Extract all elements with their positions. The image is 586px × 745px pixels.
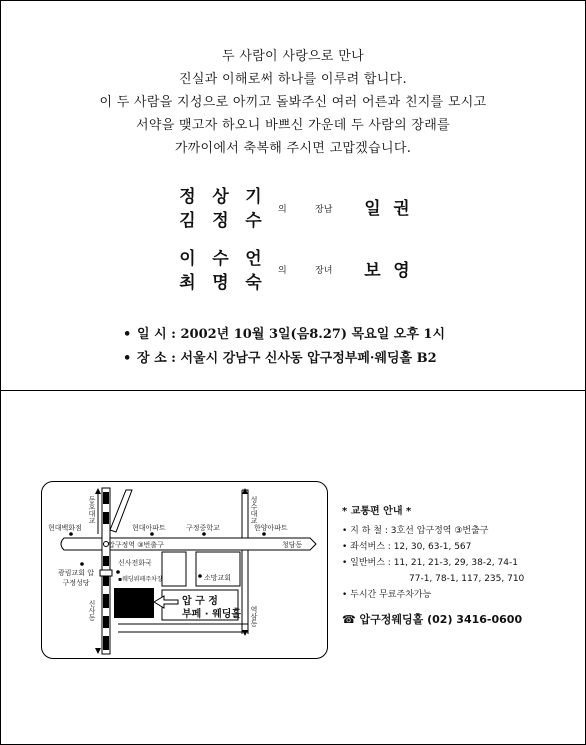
groom-name: 일 권: [364, 199, 410, 219]
date-line: • 일 시 : 2002년 10월 3일(음8.27) 목요일 오후 1시: [123, 327, 446, 342]
label-sinsa-phone: 신사전화국: [118, 559, 152, 567]
venue-label-1: 압 구 정: [182, 596, 218, 607]
venue-label-2: 부페 · 웨딩홀: [182, 609, 242, 620]
label-seongsu-bridge: 성수대교: [250, 496, 258, 524]
groom-mother: 김 정 수: [179, 211, 262, 231]
location-map: [41, 481, 328, 659]
invitation-line: 이 두 사람을 지성으로 아끼고 돌봐주신 여러 어른과 친지를 모시고: [99, 95, 487, 110]
label-dongho-bridge: 동호대교: [88, 496, 96, 524]
venue-building: [114, 588, 154, 618]
place-label: 장 소 :: [137, 351, 176, 366]
main-road: [61, 538, 316, 550]
bride-name: 보 영: [364, 261, 410, 281]
label-somang-church: 소망교회: [204, 574, 232, 582]
invitation-text: [1, 45, 585, 160]
diagonal-road: [110, 490, 132, 532]
transport-subway: • 지 하 철 : 3호선 압구정역 ③번출구: [342, 526, 489, 536]
label-hyundai-apt: 현대아파트: [132, 524, 166, 532]
place-value: 서울시 강남구 신사동 압구정부페·웨딩홀 B2: [180, 351, 437, 366]
label-yeoksam: 역삼동: [250, 606, 258, 627]
invitation-line: 진실과 이해로써 하나를 이루려 합니다.: [179, 72, 407, 87]
date-label: 일 시 :: [137, 327, 176, 342]
block: [162, 552, 186, 586]
transport-bus: • 일반버스 : 11, 21, 21-3, 29, 38-2, 74-1: [342, 558, 518, 568]
transport-info: [342, 502, 524, 627]
invitation-line: 가까이에서 축복해 주시면 고맙겠습니다.: [174, 141, 412, 156]
transport-bus-continued: 77-1, 78-1, 117, 235, 710: [409, 574, 525, 584]
invitation-line: 두 사람이 사랑으로 만나: [222, 49, 364, 64]
label-station: 압구정역 ③번출구: [108, 541, 164, 549]
bride-father: 이 수 언: [179, 249, 262, 269]
place-line: • 장 소 : 서울시 강남구 신사동 압구정부페·웨딩홀 B2: [123, 351, 437, 366]
transport-express-bus: • 좌석버스 : 12, 30, 63-1, 567: [342, 542, 472, 552]
label-church: 광림교회 압구정성당: [57, 569, 95, 587]
transport-title: * 교통편 안내 *: [342, 506, 412, 517]
groom-father: 정 상 기: [179, 187, 262, 207]
transport-parking: • 두시간 무료주차가능: [342, 590, 432, 600]
label-hanyang-apt: 한양아파트: [254, 524, 288, 532]
label-guseong-school: 구정중학교: [186, 524, 220, 532]
venue-phone: ☎ 압구정웨딩홀 (02) 3416-0600: [342, 613, 523, 626]
bride-relation: 장녀: [315, 266, 333, 276]
bride-particle: 의: [278, 266, 287, 276]
lower-road: [118, 624, 248, 632]
groom-particle: 의: [278, 205, 287, 215]
label-hyundai-dept: 현대백화점: [48, 524, 82, 532]
road-seongsu: [242, 490, 248, 538]
label-sinsa: 신사동: [88, 600, 96, 621]
bride-mother: 최 명 숙: [179, 273, 262, 293]
label-wedding-parking: ▪웨딩뷔페주차장: [118, 576, 163, 583]
label-cheongdam: 청담동: [282, 541, 303, 549]
invitation-line: 서약을 맺고자 하오니 바쁘신 가운데 두 사람의 장래를: [136, 118, 450, 133]
groom-relation: 장남: [315, 205, 333, 215]
date-value: 2002년 10월 3일(음8.27) 목요일 오후 1시: [180, 327, 446, 342]
